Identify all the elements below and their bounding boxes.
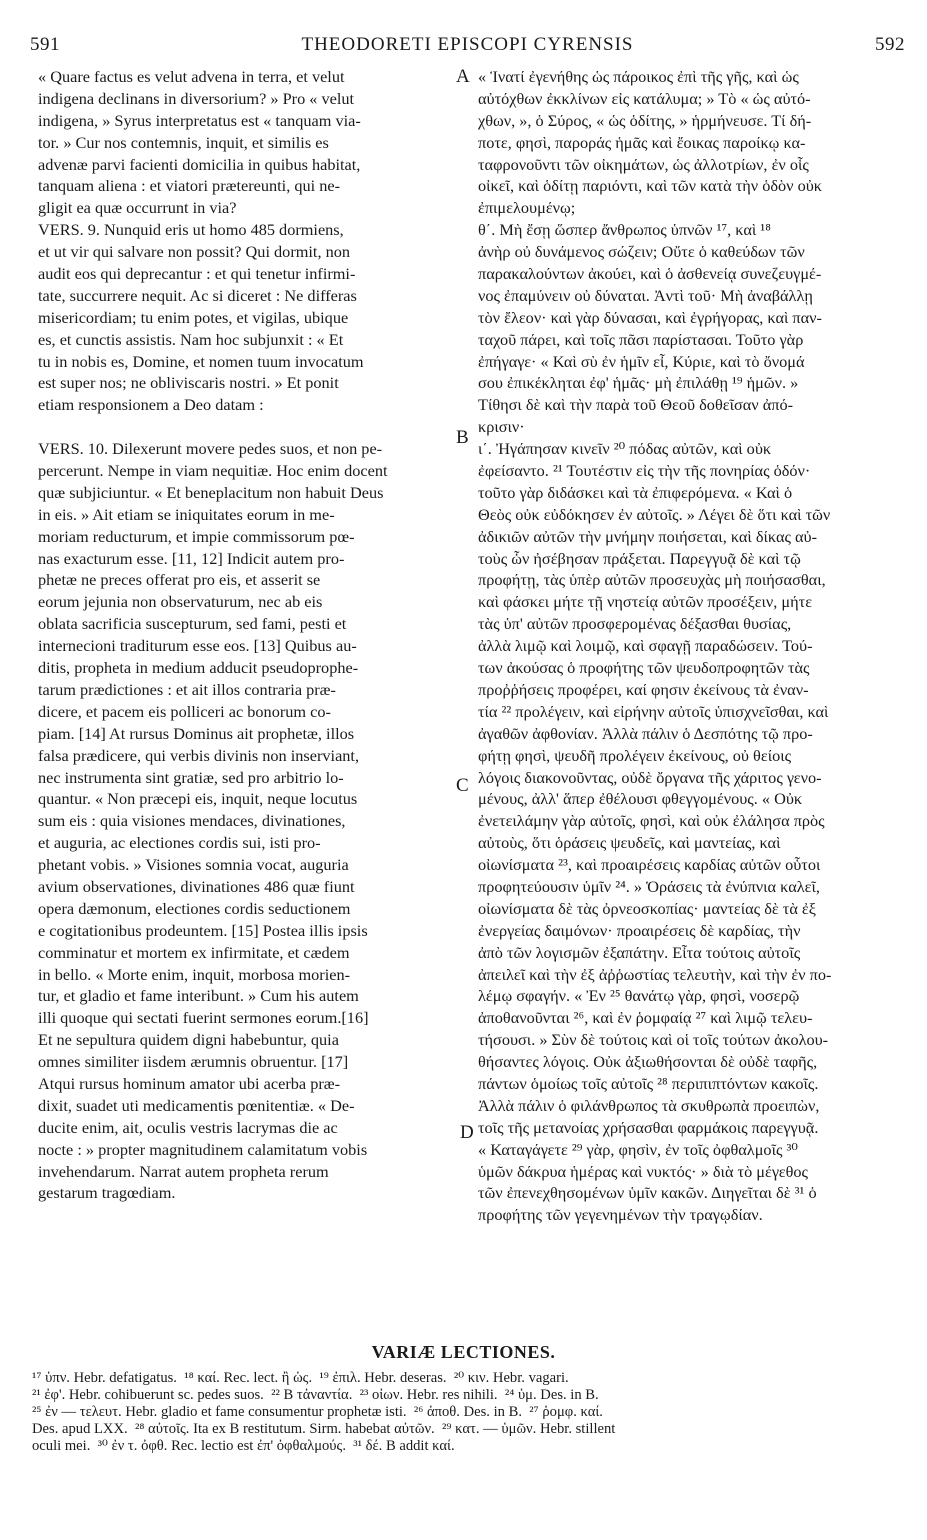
latin-text-line: audit eos qui deprecantur : et qui tenetur infirmi- (38, 264, 356, 284)
greek-text-line: λέμῳ σφαγήν. « Ἐν ²⁵ θανάτῳ γὰρ, φησὶ, νοσερῷ (478, 986, 800, 1006)
page-number-right: 592 (875, 34, 905, 55)
latin-text-line: percerunt. Nempe in viam nequitiæ. Hoc enim docent (38, 461, 388, 481)
greek-text-line: ἀγαθῶν ἀφθονίαν. Ἀλλὰ πάλιν ὁ Δεσπότης τῷ προ- (478, 723, 813, 743)
margin-letter-c: C (456, 775, 469, 796)
latin-text-line: misericordiam; tu enim potes, et vigilas, ubique (38, 307, 349, 327)
greek-text-line: τοῖς τῆς μετανοίας χρήσασθαι φαρμάκοις παρεγγυᾷ. (478, 1117, 819, 1137)
latin-text-line: sum eis : quia visiones mendaces, divinationes, (38, 811, 346, 831)
running-title: THEODORETI EPISCOPI CYRENSIS (301, 34, 634, 55)
greek-text-line: ὑμῶν δάκρυα ἡμέρας καὶ νυκτός· » διὰ τὸ μέγεθος (478, 1161, 808, 1181)
greek-text-line: ἀπειλεῖ καὶ τὴν ἐξ ἀῤῥωστίας τελευτὴν, καὶ τὴν ἐν πο- (478, 964, 832, 984)
latin-text-line: comminatur et mortem ex infirmitate, et cædem (38, 942, 350, 962)
latin-text-line: est super nos; ne obliviscaris nostri. » Et ponit (38, 373, 339, 393)
greek-text-line: ἐνετειλάμην γὰρ αὐτοῖς, φησὶ, καὶ οὐκ ἐλάλησα πρὸς (478, 811, 825, 831)
greek-text-line: ἐπιμελουμένῳ; (478, 198, 576, 218)
latin-text-line: piam. [14] At rursus Dominus ait prophetæ, illos (38, 723, 355, 743)
latin-text-line: etiam responsionem a Deo datam : (38, 395, 264, 415)
latin-text-line: phetant vobis. » Visiones somnia vocat, auguria (38, 855, 349, 875)
latin-text-line: falsa prædicere, qui verbis divinis non inserviant, (38, 745, 360, 765)
greek-text-line: ποτε, φησὶ, παροράς ἡμᾶς καὶ ἔοικας παροίκῳ κα- (478, 132, 806, 152)
greek-text-line: ταφρονοῦντι τῶν οἰκημάτων, ὡς ἀλλοτρίων, ἐν οἷς (478, 154, 809, 174)
greek-text-line: αὐτοὺς, ὅτι ὁράσεις ψευδεῖς, καὶ μαντείας, καὶ (478, 833, 781, 853)
latin-text-line: gestarum tragœdiam. (38, 1183, 176, 1203)
greek-text-line: ἐπήγαγε· « Καὶ σὺ ἐν ἡμῖν εἶ, Κύριε, καὶ τὸ ὄνομά (478, 351, 805, 371)
latin-text-line: nec instrumenta sint gratiæ, sed pro arbitrio lo- (38, 767, 344, 787)
latin-text-line: in bello. « Morte enim, inquit, morbosa morien- (38, 964, 351, 984)
latin-text-line: indigena declinans in diversorium? » Pro « velut (38, 88, 355, 108)
variae-lectiones-notes (32, 1370, 907, 1455)
greek-text-line: ἀνὴρ οὐ δυνάμενος σώζειν; Οὔτε ὁ καθεύδων τῶν (478, 242, 805, 262)
greek-text-line: των ἀκούσας ὁ προφήτης τῶν ψευδοπροφητῶν τὰς (478, 658, 810, 678)
greek-text-line: μένους, ἀλλ' ἅπερ ἐθέλουσι φθεγγομένους. « Οὐκ (478, 789, 803, 809)
greek-text-line: σου ἐπικέκληται ἐφ' ἡμᾶς· μὴ ἐπιλάθῃ ¹⁹ ἡμῶν. » (478, 373, 799, 393)
greek-column (478, 66, 908, 1226)
margin-letter-a: A (456, 66, 470, 87)
latin-text-line: tate, succurrere nequit. Ac si diceret : Ne differas (38, 285, 357, 305)
greek-text-line: προφητεύουσιν ὑμῖν ²⁴. » Ὁράσεις τὰ ἐνύπνια καλεῖ, (478, 876, 820, 896)
latin-text-line: et ut vir qui salvare non possit? Qui dormit, non (38, 242, 351, 262)
greek-text-line: θ΄. Μὴ ἔσῃ ὥσπερ ἄνθρωπος ὑπνῶν ¹⁷, καὶ ¹⁸ (478, 220, 771, 240)
greek-text-line: τὸν ἔλεον· καὶ γὰρ δύνασαι, καὶ ἐγρήγορας, καὶ παν- (478, 307, 822, 327)
greek-text-line: Τίθησι δὲ καὶ τὴν παρὰ τοῦ Θεοῦ δοθεῖσαν ἀπό- (478, 395, 794, 415)
latin-text-line: dixit, suadet uti medicamentis pœnitentiæ. « De- (38, 1095, 355, 1115)
latin-text-line: internecioni traditurum esse eos. [13] Quibus au- (38, 636, 357, 656)
variae-lectiones-heading: VARIÆ LECTIONES. (371, 1342, 556, 1362)
greek-text-line: ἐνεργείας δαιμόνων· προαιρέσεις δὲ καρδίας, τὴν (478, 920, 801, 940)
latin-text-line: tor. » Cur nos contemnis, inquit, et similis es (38, 132, 329, 152)
greek-text-line: τοὺς ὧν ἠσέβησαν πράξεται. Παρεγγυᾷ δὲ καὶ τῷ (478, 548, 801, 568)
latin-column (38, 66, 456, 1204)
latin-text-line: nocte : » propter magnitudinem calamitatum vobis (38, 1139, 368, 1159)
greek-text-line: νος ἐπαμύνειν οὐ δύναται. Ἀντὶ τοῦ· Μὴ ἀναβάλλῃ (478, 285, 813, 305)
latin-text-line: illi quoque qui sectati fuerint sermones eorum.[16] (38, 1008, 369, 1028)
greek-text-line: λόγοις διακονοῦντας, οὐδὲ ὄργανα τῆς χάριτος γενο- (478, 767, 822, 787)
greek-text-line: προῤῥήσεις προφέρει, καί φησιν ἐκείνους τὰ ἐναν- (478, 679, 809, 699)
latin-text-line: Et ne sepultura quidem digni habebuntur, quia (38, 1030, 339, 1050)
margin-letter-b: B (456, 427, 469, 448)
latin-text-line: indigena, » Syrus interpretatus est « tanquam via- (38, 110, 361, 130)
greek-text-line: « Καταγάγετε ²⁹ γὰρ, φησὶν, ἐν τοῖς ὀφθαλμοῖς ³⁰ (478, 1139, 798, 1159)
running-header (30, 34, 905, 62)
greek-text-line: Ἀλλὰ πάλιν ὁ φιλάνθρωπος τὰ σκυθρωπὰ προειπὼν, (478, 1095, 820, 1115)
latin-text-line: ditis, propheta in medium adducit pseudoprophe- (38, 658, 359, 678)
greek-text-line: παρακαλούντων ἀκούει, καὶ ὁ ἀσθενείᾳ συνεζευγμέ- (478, 264, 822, 284)
latin-text-line: opera dæmonum, electiones cordis seductionem (38, 898, 351, 918)
greek-text-line: « Ἱνατί ἐγενήθης ὡς πάροικος ἐπὶ τῆς γῆς, καὶ ὡς (478, 67, 799, 86)
latin-text-line: nas exacturum esse. [11, 12] Indicit autem pro- (38, 548, 345, 568)
greek-text-line: χθων, », ὁ Σύρος, « ὡς ὁδίτης, » ἡρμήνευσε. Τί δή- (478, 110, 812, 130)
greek-text-line: θήσαντες λόγοις. Οὐκ ἀξιωθήσονται δὲ οὐδὲ ταφῆς, (478, 1052, 818, 1072)
latin-text-line: VERS. 9. Nunquid eris ut homo 485 dormiens, (38, 220, 344, 240)
latin-text-line: VERS. 10. Dilexerunt movere pedes suos, et non pe- (38, 439, 383, 459)
greek-text-line: τοῦτο γὰρ διδάσκει καὶ τὰ ἐπιφερόμενα. « Καὶ ὁ (478, 482, 793, 502)
greek-text-line: ἀπὸ τῶν λογισμῶν ἐξαπάτην. Εἶτα τούτοις αὐτοῖς (478, 942, 801, 962)
latin-text-line: tarum prædictiones : et ait illos contraria præ- (38, 679, 336, 699)
variant-reading-line: Des. apud LXX. ²⁸ αὐτοῖς. Ita ex B restitutum. Sirm. habebat αὐτῶν. ²⁹ κατ. — ὑμῶν. Hebr. stillent (32, 1421, 616, 1437)
latin-text-line: et auguria, ac electiones cordis sui, isti pro- (38, 833, 321, 853)
greek-text-line: τὰς ὑπ' αὐτῶν προσφερομένας δέξασθαι θυσίας, (478, 614, 792, 634)
latin-text-line: invehendarum. Narrat autem propheta rerum (38, 1161, 329, 1181)
variant-reading-line: ¹⁷ ὑπν. Hebr. defatigatus. ¹⁸ καί. Rec. lect. ἢ ὡς. ¹⁹ ἐπιλ. Hebr. deseras. ²⁰ κιν. Hebr. vagari. (32, 1370, 569, 1386)
greek-text-line: οἰωνίσματα ²³, καὶ προαιρέσεις καρδίας αὐτῶν οὗτοι (478, 855, 821, 875)
greek-text-line: αὐτόχθων ἐκκλίνων εἰς κατάλυμα; » Τὸ « ὡς αὐτό- (478, 88, 811, 108)
latin-text-line: gligit ea quæ occurrunt in via? (38, 198, 237, 218)
greek-text-line: τία ²² προλέγειν, καὶ εἰρήνην αὐτοῖς ὑπισχνεῖσθαι, καὶ (478, 701, 829, 721)
greek-text-line: οἰωνίσματα δὲ τὰς ὀρνεοσκοπίας· μαντείας δὲ τὰ ἐξ (478, 898, 817, 918)
latin-text-line (38, 416, 456, 438)
latin-text-line: « Quare factus es velut advena in terra, et velut (38, 67, 345, 86)
greek-text-line: ἀδικιῶν αὐτῶν τὴν μνήμην ποιήσεται, καὶ δίκας αὐ- (478, 526, 818, 546)
latin-text-line: es, et cunctis assistis. Nam hoc subjunxit : « Et (38, 329, 344, 349)
greek-text-line: τήσουσι. » Σὺν δὲ τούτοις καὶ οἱ τοῖς τούτων ἀκολου- (478, 1030, 829, 1050)
greek-text-line: τῶν ἐπενεχθησομένων ὑμῖν κακῶν. Διηγεῖται δὲ ³¹ ὁ (478, 1183, 817, 1203)
latin-text-line: tanquam aliena : et viatori prætereunti, qui ne- (38, 176, 341, 196)
greek-text-line: φήτῃ φησὶ, ψευδῆ προλέγειν ἐκείνους, οὐ θείοις (478, 745, 792, 765)
greek-text-line: ἀποθανοῦνται ²⁶, καὶ ἐν ῥομφαίᾳ ²⁷ καὶ λιμῷ τελευ- (478, 1008, 813, 1028)
greek-text-line: κρισιν· (478, 417, 525, 437)
greek-text-line: ταχοῦ πάρει, καὶ τοῖς πᾶσι παρίστασαι. Τοῦτο γὰρ (478, 329, 804, 349)
greek-text-line: ἐφείσαντο. ²¹ Τουτέστιν εἰς τὴν τῆς πονηρίας ὁδόν· (478, 461, 811, 481)
latin-text-line: Atqui rursus hominum amator ubi acerba præ- (38, 1073, 341, 1093)
variant-reading-line: ²⁵ ἐν — τελευτ. Hebr. gladio et fame consumentur prophetæ isti. ²⁶ ἀποθ. Des. in B. ²⁷ ῥομφ. καί. (32, 1404, 603, 1420)
latin-text-line: dicere, et pacem eis polliceri ac bonorum co- (38, 701, 331, 721)
latin-text-line: in eis. » Ait etiam se iniquitates eorum in me- (38, 504, 335, 524)
latin-text-line: oblata sacrificia suscepturum, sed fami, pesti et (38, 614, 347, 634)
greek-text-line: ι΄. Ἠγάπησαν κινεῖν ²⁰ πόδας αὐτῶν, καὶ οὐκ (478, 439, 772, 459)
greek-text-line: Θεὸς οὐκ εὐδόκησεν ἐν αὐτοῖς. » Λέγει δὲ ὅτι καὶ τῶν (478, 504, 831, 524)
latin-text-line: advenæ parvi facienti domicilia in quibus habitat, (38, 154, 361, 174)
latin-text-line: avium observationes, divinationes 486 quæ fiunt (38, 876, 355, 896)
latin-text-line: eorum jejunia non observaturum, nec ab eis (38, 592, 323, 612)
latin-text-line: quantur. « Non præcepi eis, inquit, neque locutus (38, 789, 358, 809)
page-number-left: 591 (30, 34, 60, 55)
greek-text-line: προφήτῃ, τὰς ὑπὲρ αὐτῶν προσευχὰς μὴ ποιήσασθαι, (478, 570, 826, 590)
latin-text-line: moriam reducturum, et impie commissorum pœ- (38, 526, 355, 546)
margin-letter-d: D (460, 1122, 474, 1143)
latin-text-line: quæ subjiciuntur. « Et beneplacitum non habuit Deus (38, 482, 384, 502)
greek-text-line: πάντων ὁμοίως τοῖς αὐτοῖς ²⁸ περιπιπτόντων κακοῖς. (478, 1073, 819, 1093)
greek-text-line: οἰκεῖ, καὶ ὁδίτῃ παριόντι, καὶ τῶν κατὰ τὴν ὁδὸν οὐκ (478, 176, 823, 196)
latin-text-line: ducite enim, ait, oculis vestris lacrymas die ac (38, 1117, 338, 1137)
greek-text-line: προφήτης τῶν γεγενημένων τὴν τραγῳδίαν. (478, 1205, 763, 1225)
latin-text-line: e cogitationibus prodeuntem. [15] Postea illis ipsis (38, 920, 368, 940)
latin-text-line: phetæ ne preces offerat pro eis, et asserit se (38, 570, 321, 590)
latin-text-line: tu in nobis es, Domine, et nomen tuum invocatum (38, 351, 364, 371)
variant-reading-line: oculi mei. ³⁰ ἐν τ. ὀφθ. Rec. lectio est ἐπ' ὀφθαλμούς. ³¹ δέ. B addit καί. (32, 1438, 455, 1454)
variant-reading-line: ²¹ ἐφ'. Hebr. cohibuerunt sc. pedes suos. ²² B τἀναντία. ²³ οἰων. Hebr. res nihili. ²⁴ ὑμ. Des. in B. (32, 1387, 599, 1403)
greek-text-line: ἀλλὰ λιμῷ καὶ λοιμῷ, καὶ σφαγῇ παραδώσειν. Τού- (478, 636, 813, 656)
latin-text-line: tur, et gladio et fame interibunt. » Cum his autem (38, 986, 359, 1006)
greek-text-line: καὶ φάσκει μήτε τῇ νηστείᾳ αὐτῶν προσέξειν, μήτε (478, 592, 813, 612)
latin-text-line: omnes similiter iisdem ærumnis obruentur. [17] (38, 1052, 349, 1072)
